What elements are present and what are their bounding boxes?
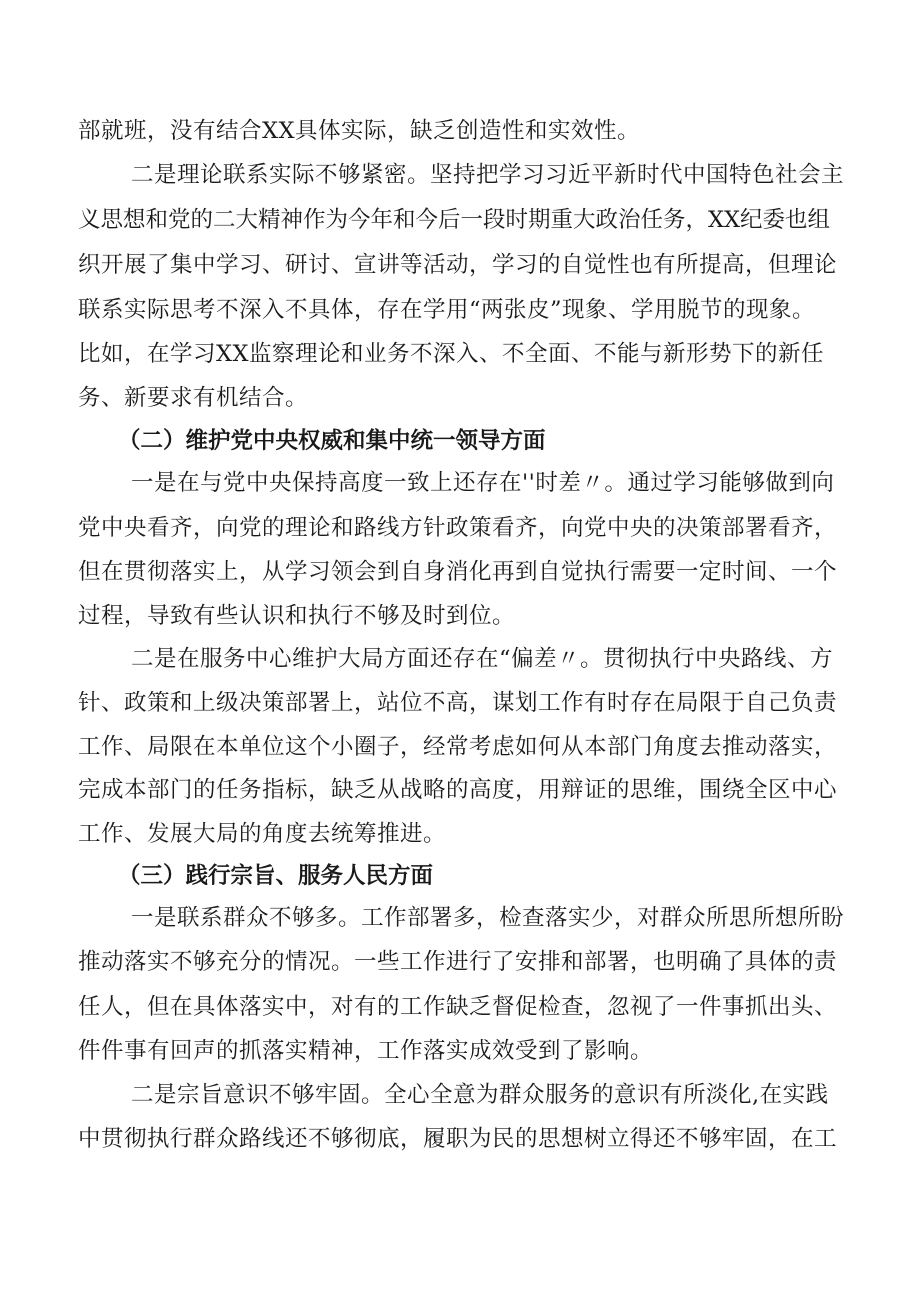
text-line: 过程，导致有些认识和执行不够及时到位。 (78, 603, 516, 629)
text-line: 党中央看齐，向党的理论和路线方针政策看齐，向党中央的决策部署看齐， (78, 515, 838, 541)
section-heading: （二）维护党中央权威和集中统一领导方面 (118, 428, 546, 454)
text-line: 件件事有回声的抓落实精神，工作落实成效受到了影响。 (78, 1038, 654, 1064)
text-line: 任人，但在具体落实中，对有的工作缺乏督促检查，忽视了一件事抓出头、 (78, 994, 838, 1020)
text-line: 但在贯彻落实上，从学习领会到自身消化再到自觉执行需要一定时间、一个 (78, 559, 838, 585)
text-line: 工作、局限在本单位这个小圈子，经常考虑如何从本部门角度去推动落实， (78, 734, 838, 760)
text-line: 义思想和党的二大精神作为今年和今后一段时期重大政治任务，XX纪委也组 (78, 207, 831, 233)
text-line: 二是宗旨意识不够牢固。全心全意为群众服务的意识有所淡化,在实践 (131, 1082, 829, 1108)
text-line: 完成本部门的任务指标，缺乏从战略的高度，用辩证的思维，围绕全区中心 (78, 777, 838, 803)
text-line: 推动落实不够充分的情况。一些工作进行了安排和部署，也明确了具体的责 (78, 949, 838, 975)
text-line: 联系实际思考不深入不具体，存在学用“两张皮”现象、学用脱节的现象。 (78, 297, 816, 323)
text-line: 务、新要求有机结合。 (78, 385, 309, 411)
text-line: 中贯彻执行群众路线还不够彻底，履职为民的思想树立得还不够牢固，在工 (78, 1126, 838, 1152)
text-line: 工作、发展大局的角度去统筹推进。 (78, 821, 447, 847)
section-heading: （三）践行宗旨、服务人民方面 (118, 863, 434, 889)
text-line: 一是联系群众不够多。工作部署多，检查落实少，对群众所思所想所盼 (131, 905, 845, 931)
text-line: 二是理论联系实际不够紧密。坚持把学习习近平新时代中国特色社会主 (131, 162, 845, 188)
text-line: 比如，在学习XX监察理论和业务不深入、不全面、不能与新形势下的新任 (78, 341, 825, 367)
text-line: 织开展了集中学习、研讨、宣讲等活动，学习的自觉性也有所提高，但理论 (78, 252, 838, 278)
text-line: 二是在服务中心维护大局方面还存在“偏差〃。贯彻执行中央路线、方 (131, 646, 834, 672)
text-line: 一是在与党中央保持高度一致上还存在''时差〃。通过学习能够做到向 (131, 470, 835, 496)
text-line: 针、政策和上级决策部署上，站位不高，谋划工作有时存在局限于自己负责 (78, 690, 838, 716)
text-line: 部就班，没有结合XX具体实际，缺乏创造性和实效性。 (78, 118, 641, 144)
